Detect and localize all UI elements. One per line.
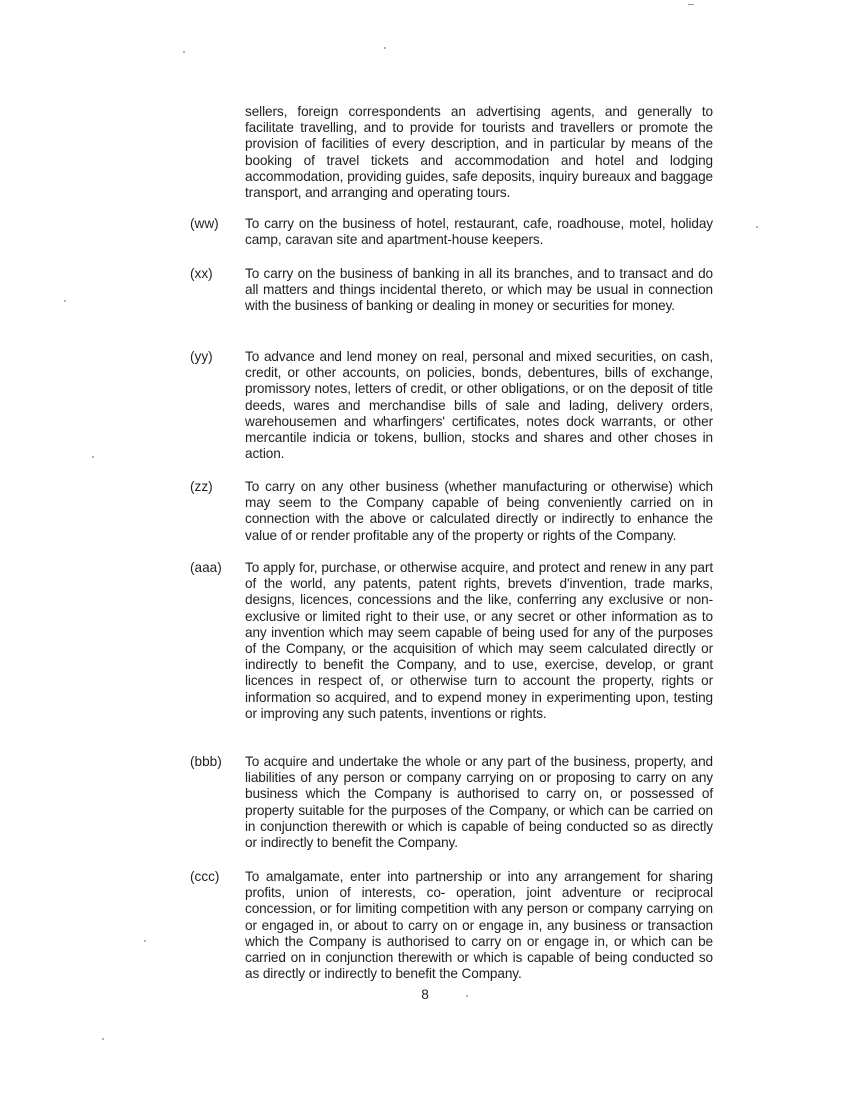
scan-speck [466, 995, 468, 997]
page-number: 8 [421, 987, 429, 1002]
clause-label: (xx) [190, 266, 213, 281]
clause-label: (ccc) [190, 869, 220, 884]
scan-speck [688, 4, 694, 5]
scan-speck [92, 456, 94, 458]
scan-speck [102, 1038, 104, 1040]
scan-speck [384, 47, 386, 49]
clause-label: (bbb) [190, 754, 222, 769]
clause-text: To amalgamate, enter into partnership or into any arrangement for sharing profits, union of interests, co- operation, joint adventure or reciprocal concession, or for limiting competition with any person or company carrying on or engaged in, or about to carry on or engage in, any business or transaction which the Company is authorised to carry on or engage in, or which can be carried on in conjunction therewith or which is capable of being conducted so as directly or indirectly to benefit the Company. [245, 869, 713, 982]
scan-speck [64, 300, 66, 302]
clause-text: To apply for, purchase, or otherwise acquire, and protect and renew in any part of the world, any patents, patent rights, brevets d'invention, trade marks, designs, licences, concessions and the like, conferring any exclusive or non-exclusive or limited right to their use, or any secret or other information as to any invention which may seem capable of being used for any of the purposes of the Company, or the acquisition of which may seem calculated directly or indirectly to benefit the Company, and to use, exercise, develop, or grant licences in respect of, or otherwise turn to account the property, rights or information so acquired, and to expend money in experimenting upon, testing or improving any such patents, inventions or rights. [245, 560, 713, 721]
clause-label: (ww) [190, 216, 219, 231]
continued-paragraph: sellers, foreign correspondents an advertising agents, and generally to facilitate travelling, and to provide for tourists and travellers or promote the provision of facilities of every description, and in particular by means of the booking of travel tickets and accommodation and hotel and lodging accommodation, providing guides, safe deposits, inquiry bureaux and baggage transport, and arranging and operating tours. [245, 104, 713, 201]
scan-speck [183, 51, 185, 53]
clause-text: To carry on the business of hotel, restaurant, cafe, roadhouse, motel, holiday camp, caravan site and apartment-house keepers. [245, 216, 713, 248]
clause-text: To acquire and undertake the whole or any part of the business, property, and liabilities of any person or company carrying on or proposing to carry on any business which the Company is authorised to carry on, or possessed of property suitable for the purposes of the Company, or which can be carried on in conjunction therewith or which is capable of being conducted so as directly or indirectly to benefit the Company. [245, 754, 713, 851]
clause-label: (yy) [190, 349, 213, 364]
scan-speck [144, 940, 146, 942]
scan-speck [756, 226, 758, 228]
clause-text: To carry on any other business (whether manufacturing or otherwise) which may seem to the Company capable of being conveniently carried on in connection with the above or calculated directly or indirectly to enhance the value of or render profitable any of the property or rights of the Company. [245, 479, 713, 543]
clause-text: To advance and lend money on real, personal and mixed securities, on cash, credit, or other accounts, on policies, bonds, debentures, bills of exchange, promissory notes, letters of credit, or other obligations, or on the deposit of title deeds, wares and merchandise bills of sale and lading, delivery orders, warehousemen and wharfingers' certificates, notes dock warrants, or other mercantile indicia or tokens, bullion, stocks and shares and other choses in action. [245, 349, 713, 462]
clause-label: (aaa) [190, 560, 222, 575]
clause-label: (zz) [190, 479, 213, 494]
clause-text: To carry on the business of banking in all its branches, and to transact and do all matters and things incidental thereto, or which may be usual in connection with the business of banking or dealing in money or securities for money. [245, 266, 713, 314]
